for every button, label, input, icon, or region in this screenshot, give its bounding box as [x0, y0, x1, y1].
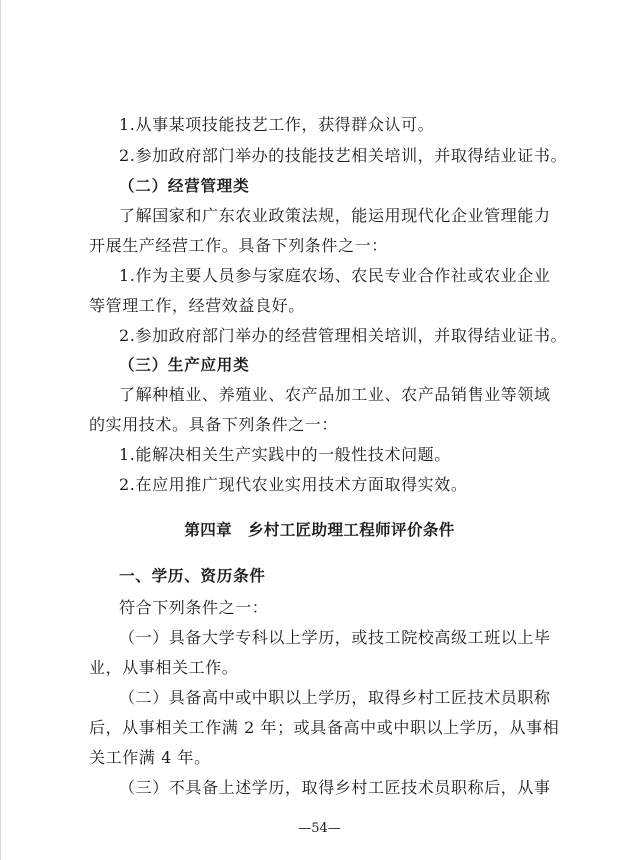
text-line: 等管理工作，经营效益良好。	[89, 296, 305, 315]
text-line: 符合下列条件之一：	[119, 598, 269, 617]
page-number: —54—	[298, 821, 341, 836]
heading-education-qualification: 一、学历、资历条件	[119, 567, 266, 585]
text-line: 了解种植业、养殖业、农产品加工业、农产品销售业等领域	[119, 385, 551, 404]
text-line: （二）具备高中或中职以上学历，取得乡村工匠技术员职称	[119, 688, 551, 707]
text-line: 2.在应用推广现代农业实用技术方面取得实效。	[119, 475, 468, 494]
text-line: 2.参加政府部门举办的技能技艺相关培训，并取得结业证书。	[119, 146, 568, 165]
text-line: 1.作为主要人员参与家庭农场、农民专业合作社或农业企业	[119, 266, 551, 285]
text-line: 1.从事某项技能技艺工作，获得群众认可。	[119, 115, 435, 134]
text-line: 业，从事相关工作。	[89, 658, 239, 677]
section-heading-production-application: （三）生产应用类	[119, 356, 250, 374]
chapter-title: 第四章 乡村工匠助理工程师评价条件	[184, 521, 455, 539]
text-line: （三）不具备上述学历，取得乡村工匠技术员职称后，从事	[119, 778, 551, 797]
text-line: 了解国家和广东农业政策法规，能运用现代化企业管理能力	[119, 206, 551, 225]
text-line: 1.能解决相关生产实践中的一般性技术问题。	[119, 445, 451, 464]
text-line: 关工作满 4 年。	[89, 748, 211, 767]
text-line: 的实用技术。具备下列条件之一：	[89, 415, 339, 434]
text-line: 开展生产经营工作。具备下列条件之一：	[89, 236, 388, 255]
section-heading-business-management: （二）经营管理类	[119, 177, 250, 195]
text-line: 2.参加政府部门举办的经营管理相关培训，并取得结业证书。	[119, 326, 568, 345]
text-line: 后，从事相关工作满 2 年；或具备高中或中职以上学历，从事相	[89, 718, 560, 737]
text-line: （一）具备大学专科以上学历，或技工院校高级工班以上毕	[119, 628, 551, 647]
